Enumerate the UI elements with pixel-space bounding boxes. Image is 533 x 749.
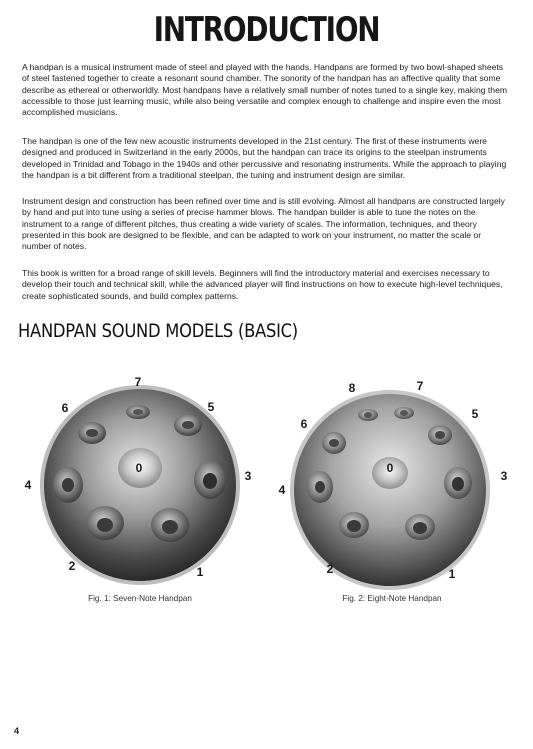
paragraph-construction: Instrument design and construction has been refined over time and is still evolving. Almost all handpans are constructed largely by hand and put into tune using a series of precise hammer blows. The handpan builder is able to tune the notes on the instrument to a range of different pitches, thus creating a wide variety of scales. The information, techniques, and theory presented in this book are designed to be flexible, and can be adapted to work on your instrument, no matter the scale or number of notes. bbox=[22, 196, 505, 252]
note-dimple-7 bbox=[400, 410, 408, 416]
paragraph-audience: This book is written for a broad range of skill levels. Beginners will find the introductory material and exercises necessary to develop their touch and technical skill, while the advanced player will find instructions on how to execute high-level techniques, create sophisticated sounds, and build complex patterns. bbox=[22, 268, 503, 301]
note-label-4: 4 bbox=[24, 478, 32, 492]
note-label-8: 8 bbox=[348, 381, 356, 395]
paragraph-intro: A handpan is a musical instrument made of steel and played with the hands. Handpans are formed by two bowl-shaped sheets of steel fastened together to create a resonant sound chamber. The sonority of the handpan has an affective quality that some describe as ethereal or otherworldly. Most handpans have a relatively small number of notes tuned to a single key, making them accessible to those just learning music, while also being versatile and complex enough to challenge and inspire even the most accomplished musicians. bbox=[22, 62, 508, 118]
note-label-2: 2 bbox=[326, 562, 334, 576]
note-dimple-4 bbox=[62, 478, 74, 492]
page-number: 4 bbox=[14, 726, 20, 736]
section-heading: HANDPAN SOUND MODELS (BASIC) bbox=[18, 320, 298, 342]
paragraph-history: The handpan is one of the few new acoustic instruments developed in the 21st century. The first of these instruments were designed and produced in Switzerland in the early 2000s, but the handpan can trace its origins to the steelpan instruments developed in Trinidad and Tobago in the 1940s and other percussive and resonating instruments. While the approach to playing the handpan is a bit different from a traditional steelpan, the tuning and instrument design are similar. bbox=[22, 136, 507, 180]
note-label-3: 3 bbox=[500, 469, 508, 483]
note-dimple-5 bbox=[435, 431, 445, 439]
note-dimple-1 bbox=[162, 520, 178, 534]
note-label-5: 5 bbox=[207, 400, 215, 414]
note-dimple-1 bbox=[413, 522, 427, 534]
note-label-7: 7 bbox=[416, 379, 424, 393]
seven-note-handpan-image bbox=[20, 375, 260, 615]
note-dimple-5 bbox=[182, 421, 194, 429]
note-label-1: 1 bbox=[448, 567, 456, 581]
figure-eight-note bbox=[272, 375, 512, 615]
figure-1-caption: Fig. 1: Seven-Note Handpan bbox=[88, 594, 192, 603]
note-label-3: 3 bbox=[244, 469, 252, 483]
note-dimple-3 bbox=[452, 477, 464, 491]
note-dimple-8 bbox=[364, 412, 372, 418]
note-dimple-7 bbox=[133, 409, 143, 415]
note-label-4: 4 bbox=[278, 483, 286, 497]
figure-2-caption: Fig. 2: Eight-Note Handpan bbox=[342, 594, 442, 603]
note-dimple-2 bbox=[97, 518, 113, 532]
note-label-0: 0 bbox=[386, 461, 394, 475]
note-label-6: 6 bbox=[61, 401, 69, 415]
note-dimple-4 bbox=[315, 481, 325, 493]
note-dimple-6 bbox=[329, 439, 339, 447]
note-label-7: 7 bbox=[134, 375, 142, 389]
page-title: INTRODUCTION bbox=[153, 10, 380, 50]
note-dimple-3 bbox=[203, 473, 217, 489]
note-dimple-6 bbox=[86, 429, 98, 437]
note-label-1: 1 bbox=[196, 565, 204, 579]
note-dimple-2 bbox=[347, 520, 361, 532]
figure-seven-note bbox=[20, 375, 260, 615]
note-label-6: 6 bbox=[300, 417, 308, 431]
note-label-0: 0 bbox=[135, 461, 143, 475]
note-label-2: 2 bbox=[68, 559, 76, 573]
note-label-5: 5 bbox=[471, 407, 479, 421]
